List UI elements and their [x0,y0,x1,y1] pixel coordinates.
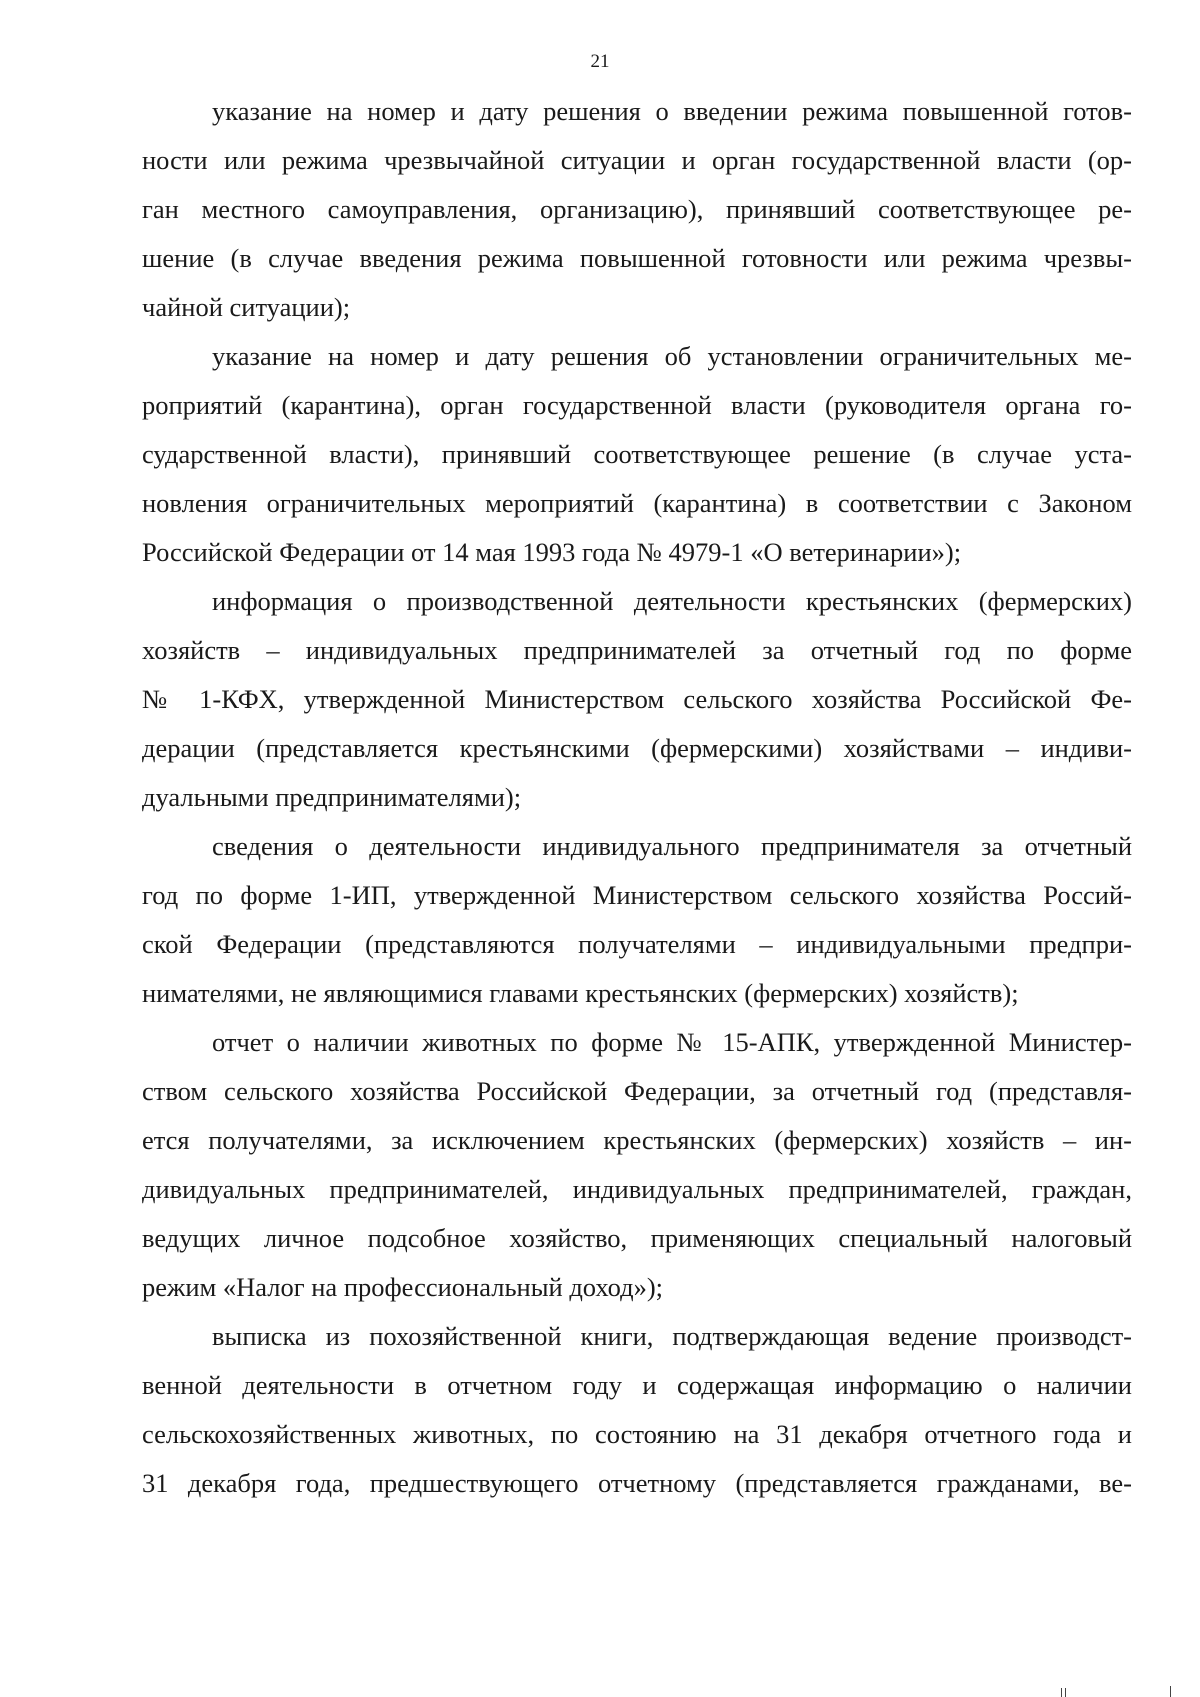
text-line: ством сельского хозяйства Российской Федерации, за отчетный год (представля- [142,1076,1132,1106]
text-line: дивидуальных предпринимателей, индивидуальных предпринимателей, граждан, [142,1174,1132,1204]
text-line: чайной ситуации); [142,292,351,322]
text-line: дуальными предпринимателями); [142,782,522,812]
text-line: ган местного самоуправления, организацию), принявший соответствующее ре- [142,194,1132,224]
text-line: сельскохозяйственных животных, по состоянию на 31 декабря отчетного года и [142,1419,1132,1449]
text-line: новления ограничительных мероприятий (карантина) в соответствии с Законом [142,488,1132,518]
text-line: роприятий (карантина), орган государственной власти (руководителя органа го- [142,390,1132,420]
text-line: ности или режима чрезвычайной ситуации и орган государственной власти (ор- [142,145,1132,175]
text-line: сведения о деятельности индивидуального предпринимателя за отчетный [212,831,1132,861]
text-line: год по форме 1-ИП, утвержденной Министерством сельского хозяйства Россий- [142,880,1132,910]
paragraph-form-1-kfh [142,577,1132,822]
paragraph-decision-emergency [142,87,1132,332]
text-line: указание на номер и дату решения о введении режима повышенной готов- [212,96,1132,126]
text-line: отчет о наличии животных по форме № 15-АПК, утвержденной Министер- [212,1027,1132,1057]
page-number: 21 [590,51,610,72]
text-line: режим «Налог на профессиональный доход»); [142,1272,664,1302]
text-line: дерации (представляется крестьянскими (фермерскими) хозяйствами – индиви- [142,733,1132,763]
text-line: указание на номер и дату решения об установлении ограничительных ме- [212,341,1132,371]
text-line: сударственной власти), принявший соответствующее решение (в случае уста- [142,439,1132,469]
text-line: выписка из похозяйственной книги, подтверждающая ведение производст- [212,1321,1132,1351]
text-line: ской Федерации (представляются получателями – индивидуальными предпри- [142,929,1132,959]
scan-artifact-mark [1061,1688,1062,1697]
document-body [142,87,1132,1508]
text-line: шение (в случае введения режима повышенной готовности или режима чрезвы- [142,243,1132,273]
paragraph-decision-quarantine [142,332,1132,577]
text-line: нимателями, не являющимися главами крестьянских (фермерских) хозяйств); [142,978,1019,1008]
text-line: № 1-КФХ, утвержденной Министерством сельского хозяйства Российской Фе- [142,684,1132,714]
paragraph-form-15-apk [142,1018,1132,1312]
paragraph-form-1-ip [142,822,1132,1018]
text-line: ведущих личное подсобное хозяйство, применяющих специальный налоговый [142,1223,1132,1253]
scan-artifact-mark [1170,1686,1171,1697]
text-line: хозяйств – индивидуальных предпринимателей за отчетный год по форме [142,635,1132,665]
paragraph-household-book-extract [142,1312,1132,1508]
text-line: ется получателями, за исключением крестьянских (фермерских) хозяйств – ин- [142,1125,1132,1155]
text-line: 31 декабря года, предшествующего отчетному (представляется гражданами, ве- [142,1468,1132,1498]
text-line: венной деятельности в отчетном году и содержащая информацию о наличии [142,1370,1132,1400]
text-line: информация о производственной деятельности крестьянских (фермерских) [212,586,1132,616]
text-line: Российской Федерации от 14 мая 1993 года № 4979-1 «О ветеринарии»); [142,537,962,567]
scan-artifact-mark [1065,1688,1066,1697]
